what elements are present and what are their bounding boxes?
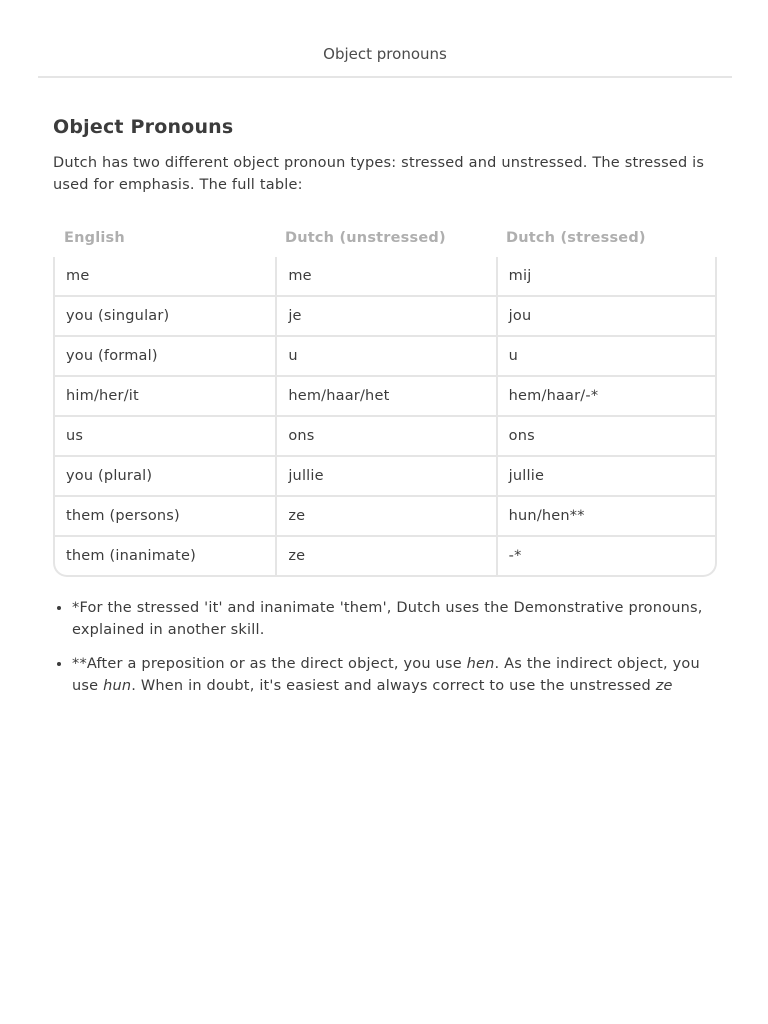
cell-unstressed: hem/haar/het <box>275 377 495 415</box>
cell-english: them (inanimate) <box>66 548 196 564</box>
cell-stressed: jou <box>496 297 715 335</box>
cell-stressed: mij <box>496 257 715 295</box>
header-bar <box>38 0 732 78</box>
cell-stressed: ons <box>496 417 715 455</box>
notes-list <box>53 597 717 697</box>
table-row <box>55 535 715 575</box>
article-heading: Object Pronouns <box>53 116 234 138</box>
table-row <box>55 375 715 415</box>
page-title: Object pronouns <box>323 45 447 63</box>
cell-english: me <box>66 268 90 284</box>
cell-unstressed: ze <box>275 497 495 535</box>
cell-unstressed: me <box>275 257 495 295</box>
cell-english: you (plural) <box>66 468 153 484</box>
column-header-dutch-unstressed: Dutch (unstressed) <box>285 230 446 246</box>
cell-unstressed: u <box>275 337 495 375</box>
note-emphasis: ze <box>655 678 673 694</box>
cell-english: you (formal) <box>66 348 158 364</box>
cell-stressed: hun/hen** <box>496 497 715 535</box>
cell-unstressed: jullie <box>275 457 495 495</box>
cell-stressed: hem/haar/-* <box>496 377 715 415</box>
article <box>53 113 717 709</box>
cell-stressed: u <box>496 337 715 375</box>
column-header-dutch-stressed: Dutch (stressed) <box>506 230 646 246</box>
table-header <box>53 219 717 257</box>
cell-english: you (singular) <box>66 308 170 324</box>
table-row <box>55 257 715 295</box>
table-row <box>55 495 715 535</box>
table-row <box>55 455 715 495</box>
table-row <box>55 335 715 375</box>
note-hun-hen <box>72 653 717 697</box>
cell-unstressed: ze <box>275 537 495 575</box>
note-emphasis: hen <box>466 656 495 672</box>
note-text: **After a preposition or as the direct object, you use <box>72 656 467 672</box>
cell-unstressed: ons <box>275 417 495 455</box>
table-row <box>55 415 715 455</box>
pronoun-table <box>53 257 717 577</box>
cell-stressed: jullie <box>496 457 715 495</box>
cell-english: him/her/it <box>66 388 139 404</box>
note-text: . As the indirect object, you use <box>72 656 700 694</box>
column-header-english: English <box>64 230 125 246</box>
cell-english: us <box>66 428 84 444</box>
note-text: . When in doubt, it's easiest and always correct to use the unstressed <box>131 678 656 694</box>
intro-paragraph: Dutch has two different object pronoun types: stressed and unstressed. The stressed is used for emphasis. The full table: <box>53 155 705 193</box>
cell-stressed: -* <box>496 537 715 575</box>
cell-english: them (persons) <box>66 508 180 524</box>
note-demonstrative: • *For the stressed 'it' and inanimate 'them', Dutch uses the Demonstrative pronouns, explained in another skill. <box>72 597 717 641</box>
note-emphasis: hun <box>103 678 132 694</box>
table-row <box>55 295 715 335</box>
cell-unstressed: je <box>275 297 495 335</box>
